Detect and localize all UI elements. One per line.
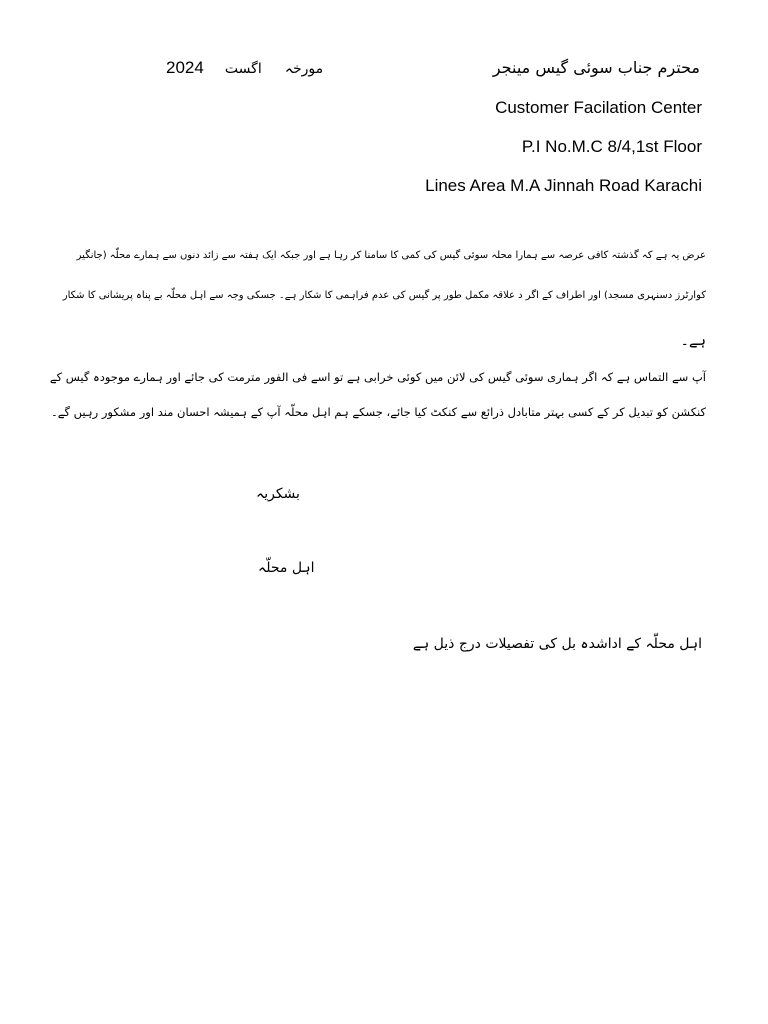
date-month: اگست xyxy=(224,61,262,77)
date-line xyxy=(166,58,323,78)
address-line-2: P.I No.M.C 8/4,1st Floor xyxy=(521,137,702,156)
date-year: 2024 xyxy=(166,58,204,77)
date-label: مورخہ xyxy=(284,61,324,77)
paragraph-1-line-3: ہے۔ xyxy=(680,333,706,349)
bill-details-note: اہل محلّہ کے اداشدہ بل کی تفصیلات درج ذیل ہے xyxy=(412,636,702,652)
paragraph-1-line-2: کوارٹرز دسنہری مسجد) اور اطراف کے اگر د علاقہ مکمل طور پر گیس کی عدم فراہمی کا شکار ہے۔ جسکی وجہ سے اہل محلّہ بے پناہ پریشانی کا شکار xyxy=(62,290,706,301)
recipient-salutation: محترم جناب سوئی گیس مینجر xyxy=(492,58,700,77)
address-line-1: Customer Facilation Center xyxy=(495,98,702,117)
address-line-3: Lines Area M.A Jinnah Road Karachi xyxy=(425,176,702,195)
paragraph-2-line-2: کنکشن کو تبدیل کر کے کسی بہتر متابادل ذرائع سے کنکٹ کیا جائے، جسکے ہم اہل محلّہ آپ کے ہمیشہ احسان مند اور مشکور رہیں گے۔ xyxy=(51,405,706,419)
closing-signature: اہل محلّہ xyxy=(258,560,315,576)
closing-thanks: بشکریہ xyxy=(256,486,300,502)
paragraph-2-line-1: آپ سے التماس ہے کہ اگر ہماری سوئی گیس کی لائن میں کوئی خرابی ہے تو اسے فی الفور مترمت کی جائے اور ہمارے موجودہ گیس کے xyxy=(49,370,706,384)
paragraph-1-line-1: عرض یہ ہے کہ گذشتہ کافی عرصہ سے ہمارا محلہ سوئی گیس کی کمی کا سامنا کر رہا ہے اور جبکہ ایک ہفتہ سے زائد دنوں سے ہمارے محلّہ (جانگیر xyxy=(76,250,706,261)
